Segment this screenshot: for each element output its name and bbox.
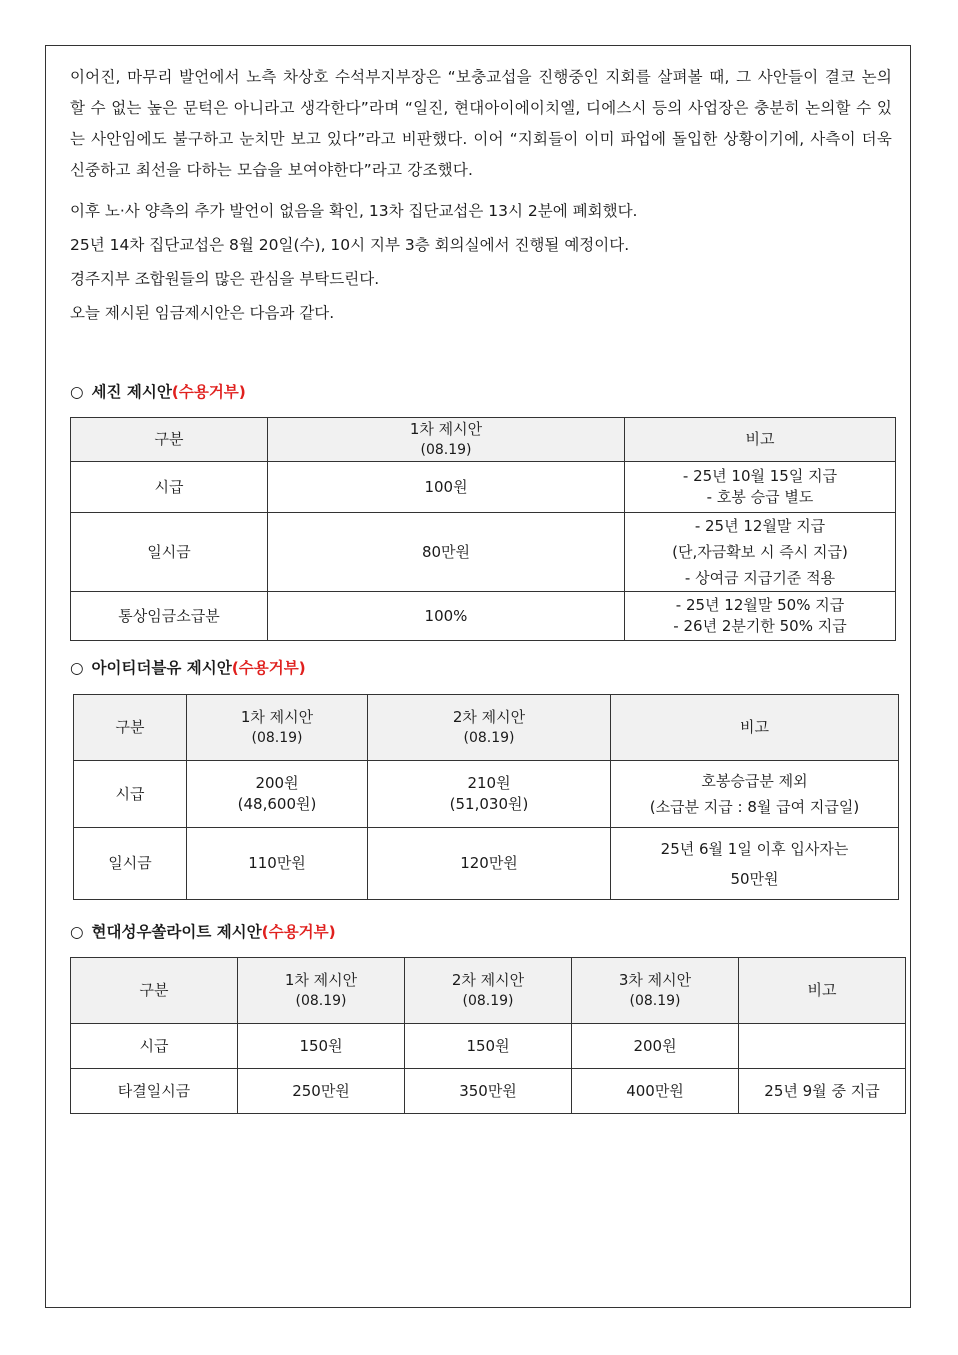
circle-bullet-icon: ○ xyxy=(70,923,84,941)
header-proposal-2: 2차 제시안 (08.19) xyxy=(405,958,572,1024)
table-row: 시급 100원 - 25년 10월 15일 지급 - 호봉 승급 별도 xyxy=(71,462,896,513)
reject-status: (수용거부) xyxy=(231,659,306,677)
closing-remarks-paragraph: 이어진, 마무리 발언에서 노측 차상호 수석부지부장은 “보충교섭을 진행중인 지회를 살펴볼 때, 그 사안들이 결코 논의 할 수 없는 높은 문턱은 아니라고 생각한다”라며 “일진, 현대아이에이치엘, 디에스시 등의 사업장은 충분히 논의할 수 있는 사안임에도 불구하고 눈치만 보고 있다”라고 비판했다. 이어 “지회들이 이미 파업에 돌입한 상황이기에, 사측이 더욱 신중하고 최선을 다하는 모습을 보여야한다”라고 강조했다. xyxy=(70,68,892,179)
header-proposal-1: 1차 제시안 (08.19) xyxy=(187,695,368,761)
header-proposal-1: 1차 제시안 (08.19) xyxy=(238,958,405,1024)
table-header-row xyxy=(74,695,899,761)
proposal-intro-line: 오늘 제시된 임금제시안은 다음과 같다. xyxy=(70,304,335,322)
circle-bullet-icon: ○ xyxy=(70,383,84,401)
hyundai-proposal-table xyxy=(70,957,906,1114)
header-proposal-1: 1차 제시안 (08.19) xyxy=(268,418,625,462)
table-row: 타결일시금 250만원 350만원 400만원 25년 9월 중 지급 xyxy=(71,1069,906,1114)
table-header-row xyxy=(71,958,906,1024)
meeting-closed-line: 이후 노·사 양측의 추가 발언이 없음을 확인, 13차 집단교섭은 13시 2분에 폐회했다. xyxy=(70,202,638,220)
header-category: 구분 xyxy=(74,695,187,761)
sejin-proposal-table xyxy=(70,417,896,641)
header-proposal-2: 2차 제시안 (08.19) xyxy=(368,695,611,761)
circle-bullet-icon: ○ xyxy=(70,659,84,677)
table-header-row xyxy=(71,418,896,462)
itw-proposal-table xyxy=(73,694,899,900)
hyundai-section-title: ○ 현대성우쏠라이트 제시안(수용거부) xyxy=(70,923,336,941)
header-notes: 비고 xyxy=(625,418,896,462)
interest-request-line: 경주지부 조합원들의 많은 관심을 부탁드린다. xyxy=(70,270,380,288)
sejin-section-title: ○ 세진 제시안(수용거부) xyxy=(70,383,246,401)
header-category: 구분 xyxy=(71,958,238,1024)
table-row: 시급 150원 150원 200원 xyxy=(71,1024,906,1069)
header-proposal-3: 3차 제시안 (08.19) xyxy=(572,958,739,1024)
itw-section-title: ○ 아이티더블유 제시안(수용거부) xyxy=(70,659,306,677)
header-notes: 비고 xyxy=(611,695,899,761)
table-row: 일시금 110만원 120만원 25년 6월 1일 이후 입사자는 50만원 xyxy=(74,828,899,900)
reject-status: (수용거부) xyxy=(261,923,336,941)
reject-status: (수용거부) xyxy=(171,383,246,401)
header-category: 구분 xyxy=(71,418,268,462)
next-meeting-line: 25년 14차 집단교섭은 8월 20일(수), 10시 지부 3층 회의실에서 진행될 예정이다. xyxy=(70,236,630,254)
header-notes: 비고 xyxy=(739,958,906,1024)
table-row: 통상임금소급분 100% - 25년 12월말 50% 지급 - 26년 2분기한 50% 지급 xyxy=(71,592,896,641)
table-row: 시급 200원 (48,600원) 210원 (51,030원) 호봉승급분 제외 (소급분 지급 : 8월 급여 지급일) xyxy=(74,761,899,828)
table-row: 일시금 80만원 - 25년 12월말 지급 (단,자금확보 시 즉시 지급) - 상여금 지급기준 적용 xyxy=(71,513,896,592)
article-body xyxy=(70,62,892,330)
